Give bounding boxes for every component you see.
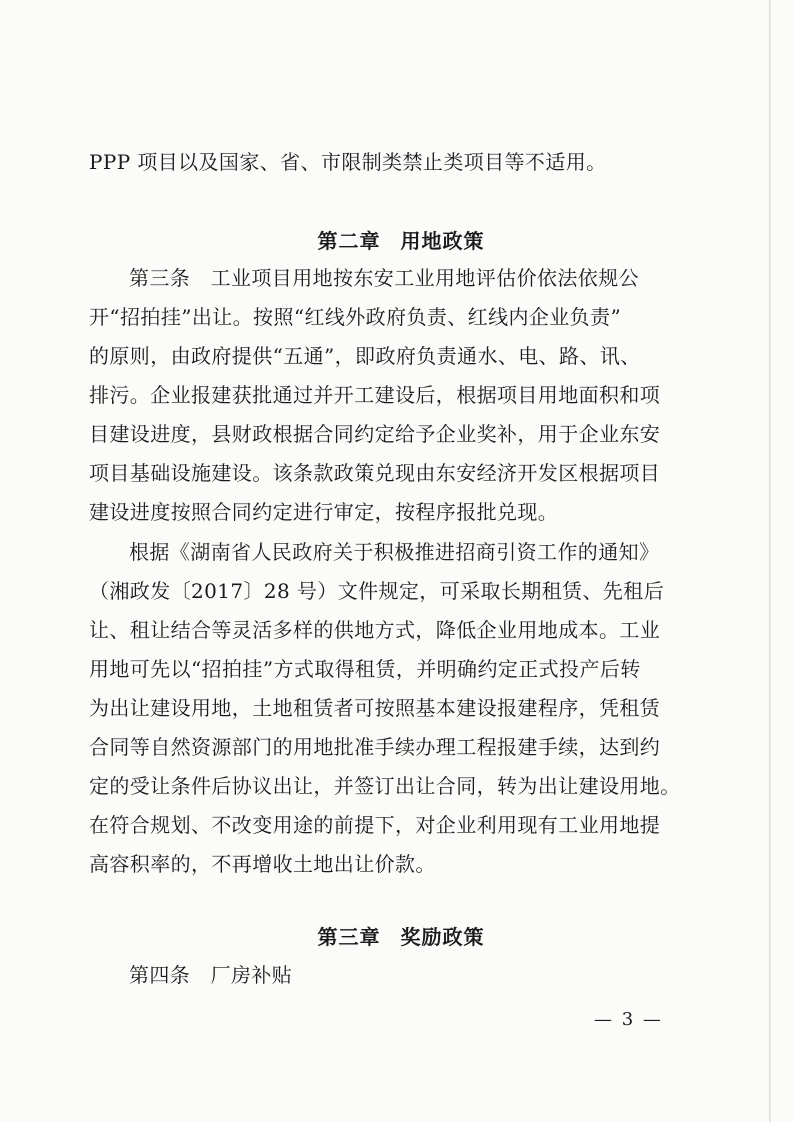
text-line: 在符合规划、不改变用途的前提下，对企业利用现有工业用地提 [89, 813, 661, 837]
text-line: 第四条 厂房补贴 [129, 963, 293, 987]
text-line: 合同等自然资源部门的用地批准手续办理工程报建手续，达到约 [89, 735, 661, 759]
text-line: 用地可先以“招拍挂”方式取得租赁，并明确约定正式投产后转 [89, 657, 641, 681]
text-line: 让、租让结合等灵活多样的供地方式，降低企业用地成本。工业 [89, 618, 661, 642]
text-line: 根据《湖南省人民政府关于积极推进招商引资工作的通知》 [129, 540, 660, 564]
chapter-number: 第二章 [317, 229, 381, 253]
text-line: 开“招拍挂”出让。按照“红线外政府负责、红线内企业负责” [89, 305, 622, 329]
text-line: 第三条 工业项目用地按东安工业用地评估价依法依规公 [129, 266, 639, 290]
text-line: 排污。企业报建获批通过并开工建设后，根据项目用地面积和项 [89, 383, 661, 407]
text-line: （湘政发〔2017〕28 号）文件规定，可采取长期租赁、先租后 [89, 579, 665, 603]
text-line: 建设进度按照合同约定进行审定，按程序报批兑现。 [89, 500, 559, 524]
text-line: 目建设进度，县财政根据合同约定给予企业奖补，用于企业东安 [89, 422, 661, 446]
text-line: 为出让建设用地，土地租赁者可按照基本建设报建程序，凭租赁 [89, 696, 661, 720]
chapter-title: 奖励政策 [400, 925, 485, 949]
chapter-number: 第三章 [317, 925, 381, 949]
chapter-title: 用地政策 [400, 229, 485, 253]
text-line: PPP 项目以及国家、省、市限制类禁止类项目等不适用。 [89, 150, 607, 174]
scan-fold-shadow [769, 0, 771, 1122]
text-line: 定的受让条件后协议出让，并签订出让合同，转为出让建设用地。 [89, 774, 681, 798]
chapter-heading [89, 925, 713, 949]
text-line: 项目基础设施建设。该条款政策兑现由东安经济开发区根据项目 [89, 461, 661, 485]
page-number: — 3 — [594, 1009, 663, 1030]
text-line: 高容积率的，不再增收土地出让价款。 [89, 852, 436, 876]
text-line: 的原则，由政府提供“五通”，即政府负责通水、电、路、讯、 [89, 344, 641, 368]
chapter-heading [89, 229, 713, 253]
